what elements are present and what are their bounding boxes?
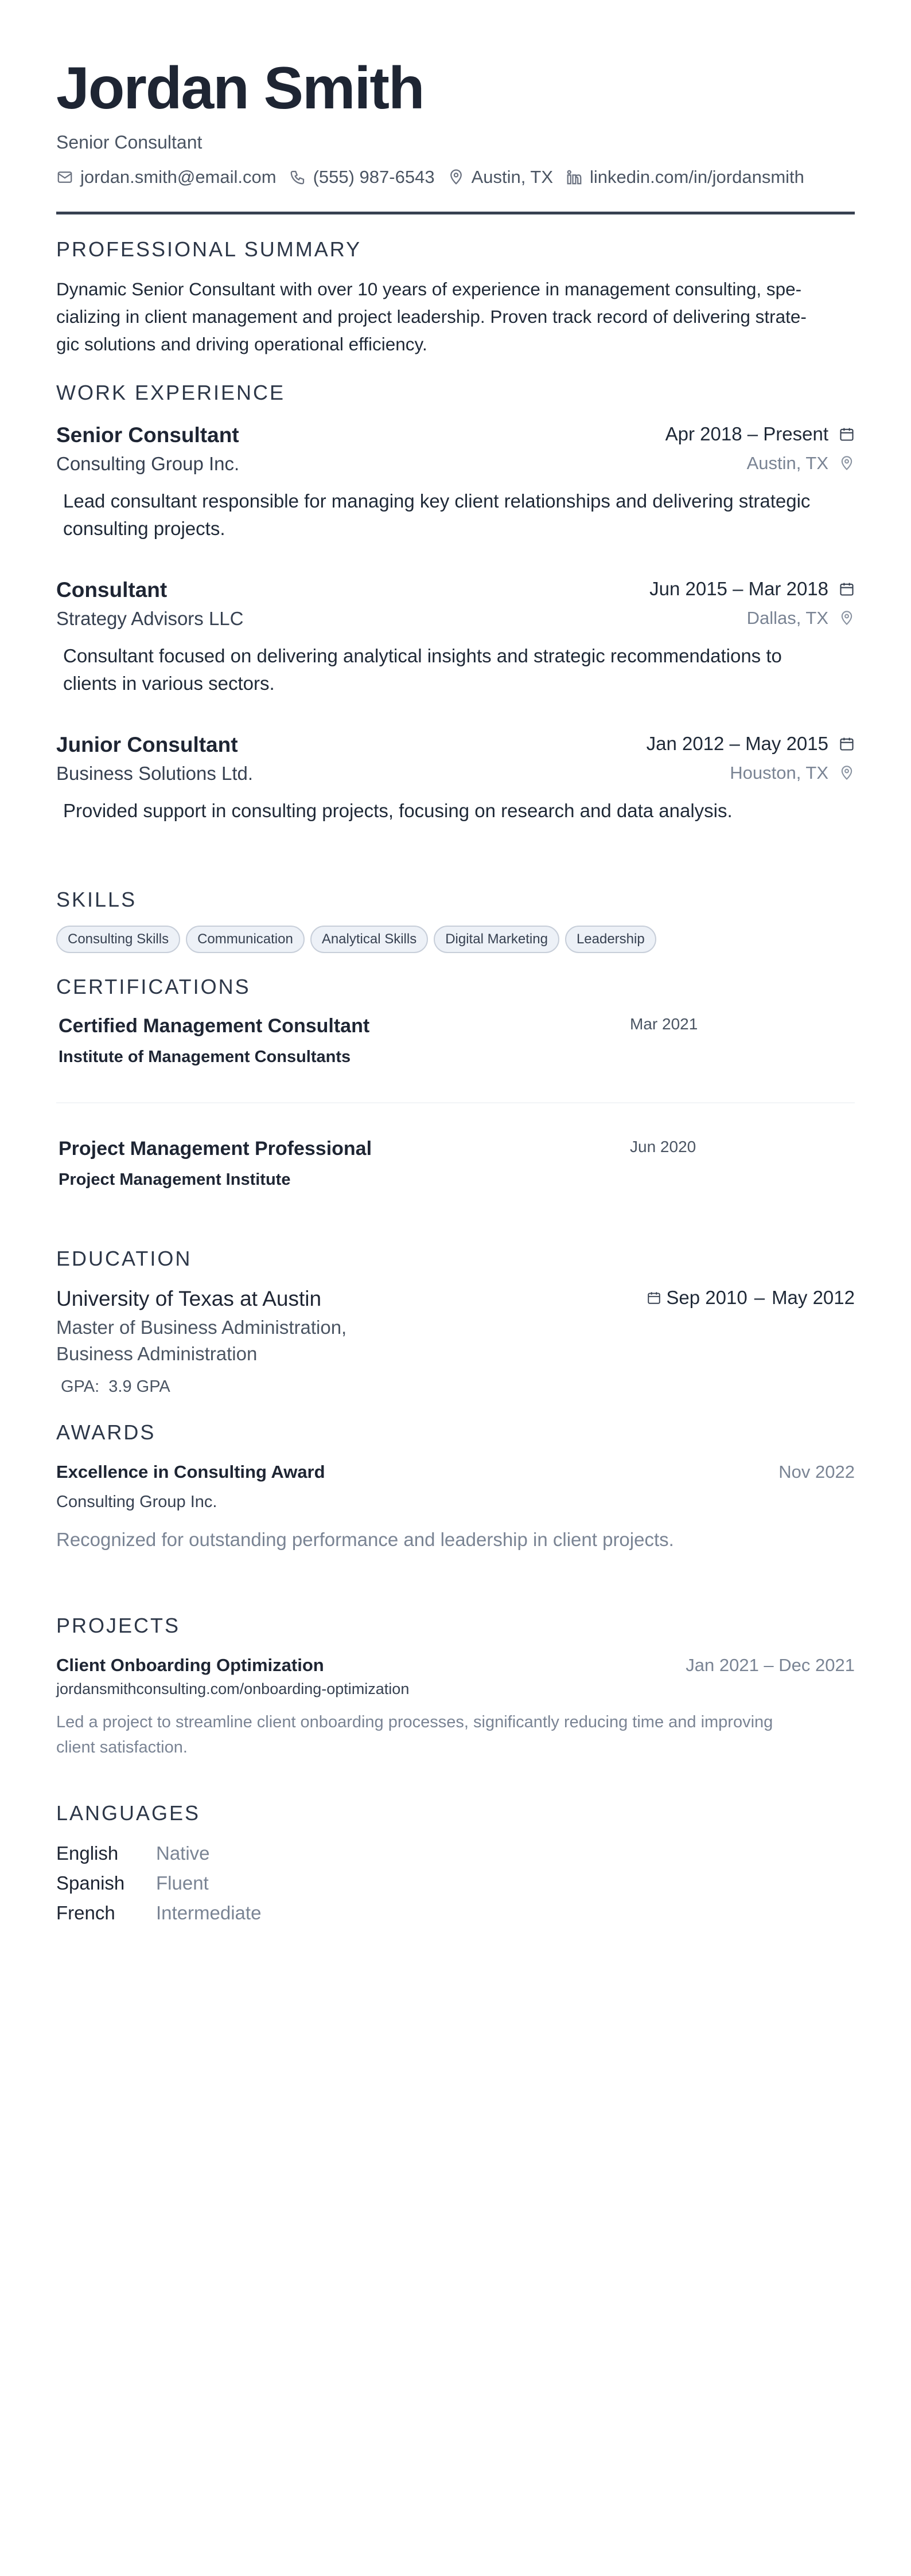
language-level: Fluent (156, 1872, 209, 1894)
skill-chip: Communication (186, 926, 305, 953)
job-location (649, 608, 855, 629)
languages-list (56, 1843, 855, 1924)
education-degree-line: Business Administration (56, 1343, 258, 1365)
contact-location (447, 167, 553, 188)
experience-heading: WORK EXPERIENCE (56, 381, 286, 405)
project-entry (56, 1655, 855, 1760)
skill-chip: Digital Marketing (434, 926, 559, 953)
education-gpa (56, 1377, 855, 1396)
language-level: Intermediate (156, 1902, 262, 1924)
contact-phone-text: (555) 987-6543 (313, 167, 435, 188)
education-school: University of Texas at Austin (56, 1287, 322, 1311)
award-date: Nov 2022 (778, 1462, 855, 1482)
contact-linkedin[interactable] (566, 167, 804, 188)
certification-date: Jun 2020 (630, 1138, 696, 1156)
certification-entry (56, 1015, 855, 1067)
job-location (665, 453, 855, 474)
map-pin-icon (447, 169, 465, 186)
summary-line: cializing in client management and project leadership. Proven track record of delivering strate- (56, 306, 807, 327)
job-dates (647, 733, 855, 755)
job-location-text: Austin, TX (746, 453, 828, 474)
candidate-name: Jordan Smith (56, 55, 424, 122)
award-title: Excellence in Consulting Award (56, 1462, 325, 1482)
contact-location-text: Austin, TX (471, 167, 554, 188)
education-start: Sep 2010 (666, 1287, 748, 1309)
job-description (56, 797, 855, 825)
certification-entry (56, 1138, 855, 1189)
job-company: Strategy Advisors LLC (56, 608, 244, 630)
projects-heading: PROJECTS (56, 1614, 181, 1638)
summary-text (56, 275, 855, 358)
skill-chip: Analytical Skills (310, 926, 428, 953)
language-row (56, 1843, 855, 1864)
contact-linkedin-text: linkedin.com/in/jordansmith (590, 167, 804, 188)
gpa-label: GPA: (61, 1377, 100, 1396)
job-entry (56, 423, 855, 542)
certification-name: Project Management Professional (59, 1138, 372, 1160)
summary-heading: PROFESSIONAL SUMMARY (56, 237, 362, 261)
phone-icon (289, 169, 306, 186)
award-entry (56, 1462, 855, 1551)
job-company: Consulting Group Inc. (56, 453, 240, 475)
skill-chip: Consulting Skills (56, 926, 180, 953)
project-title: Client Onboarding Optimization (56, 1655, 324, 1676)
summary-line: Dynamic Senior Consultant with over 10 years of experience in management consulting, spe- (56, 279, 802, 300)
job-description-line: Lead consultant responsible for managing key client relationships and delivering strategic (63, 490, 811, 512)
contact-phone[interactable] (289, 167, 435, 188)
language-name: Spanish (56, 1872, 125, 1894)
job-title: Senior Consultant (56, 423, 239, 447)
header-divider (56, 212, 855, 214)
map-pin-icon (839, 455, 855, 471)
education-dates (647, 1287, 855, 1309)
job-dates (665, 423, 855, 445)
job-meta (649, 578, 855, 629)
certification-issuer: Institute of Management Consultants (59, 1048, 351, 1067)
job-entry (56, 578, 855, 697)
language-level: Native (156, 1843, 210, 1864)
certification-name: Certified Management Consultant (59, 1015, 370, 1037)
contact-row (56, 167, 855, 188)
education-entry (56, 1287, 855, 1396)
job-dates-text: Jan 2012 – May 2015 (646, 733, 828, 755)
certification-date: Mar 2021 (630, 1015, 698, 1033)
job-company: Business Solutions Ltd. (56, 763, 254, 784)
certifications-heading: CERTIFICATIONS (56, 975, 251, 999)
job-dates-text: Jun 2015 – Mar 2018 (649, 578, 828, 600)
education-date-separator: – (754, 1287, 765, 1309)
job-description (56, 642, 855, 697)
project-description (56, 1709, 855, 1760)
calendar-icon (839, 581, 855, 597)
contact-email-text: jordan.smith@email.com (80, 167, 277, 188)
certification-issuer: Project Management Institute (59, 1170, 291, 1189)
calendar-icon (839, 736, 855, 752)
job-description-line: clients in various sectors. (63, 673, 275, 694)
education-degree-line: Master of Business Administration, (56, 1317, 347, 1338)
map-pin-icon (839, 610, 855, 626)
job-location-text: Houston, TX (730, 763, 828, 783)
summary-line: gic solutions and driving operational efficiency. (56, 334, 427, 355)
skill-chip: Leadership (565, 926, 656, 953)
job-description-line: Consultant focused on delivering analytical insights and strategic recommendations to (63, 645, 782, 667)
award-issuer: Consulting Group Inc. (56, 1493, 217, 1512)
linkedin-icon (566, 169, 583, 186)
job-dates-text: Apr 2018 – Present (665, 423, 828, 445)
job-title: Consultant (56, 578, 168, 602)
job-entry (56, 733, 855, 825)
education-end: May 2012 (772, 1287, 855, 1309)
skills-heading: SKILLS (56, 888, 137, 912)
job-location-text: Dallas, TX (746, 608, 828, 629)
education-degree (56, 1314, 855, 1367)
job-meta (665, 423, 855, 474)
map-pin-icon (839, 765, 855, 781)
languages-heading: LANGUAGES (56, 1801, 201, 1825)
calendar-icon (839, 426, 855, 442)
calendar-icon (647, 1290, 661, 1305)
project-description-line: client satisfaction. (56, 1738, 188, 1757)
job-dates (649, 578, 855, 600)
project-dates: Jan 2021 – Dec 2021 (686, 1655, 855, 1676)
project-link[interactable]: jordansmithconsulting.com/onboarding-optimization (56, 1680, 410, 1698)
job-description (56, 487, 855, 542)
job-title: Junior Consultant (56, 733, 238, 757)
gpa-value: 3.9 GPA (108, 1377, 170, 1396)
language-row (56, 1902, 855, 1924)
job-meta (647, 733, 855, 783)
contact-email[interactable] (56, 167, 277, 188)
job-description-line: consulting projects. (63, 518, 225, 540)
job-location (647, 763, 855, 783)
language-row (56, 1872, 855, 1894)
candidate-headline: Senior Consultant (56, 132, 203, 153)
language-name: French (56, 1902, 115, 1924)
job-description-line: Provided support in consulting projects, focusing on research and data analysis. (63, 800, 733, 822)
education-heading: EDUCATION (56, 1247, 192, 1271)
certification-divider (56, 1102, 855, 1103)
language-name: English (56, 1843, 119, 1864)
awards-heading: AWARDS (56, 1420, 156, 1445)
project-description-line: Led a project to streamline client onboarding processes, significantly reducing time and improving (56, 1713, 773, 1732)
mail-icon (56, 169, 73, 186)
award-description: Recognized for outstanding performance and leadership in client projects. (56, 1529, 674, 1551)
skills-list (56, 926, 855, 953)
